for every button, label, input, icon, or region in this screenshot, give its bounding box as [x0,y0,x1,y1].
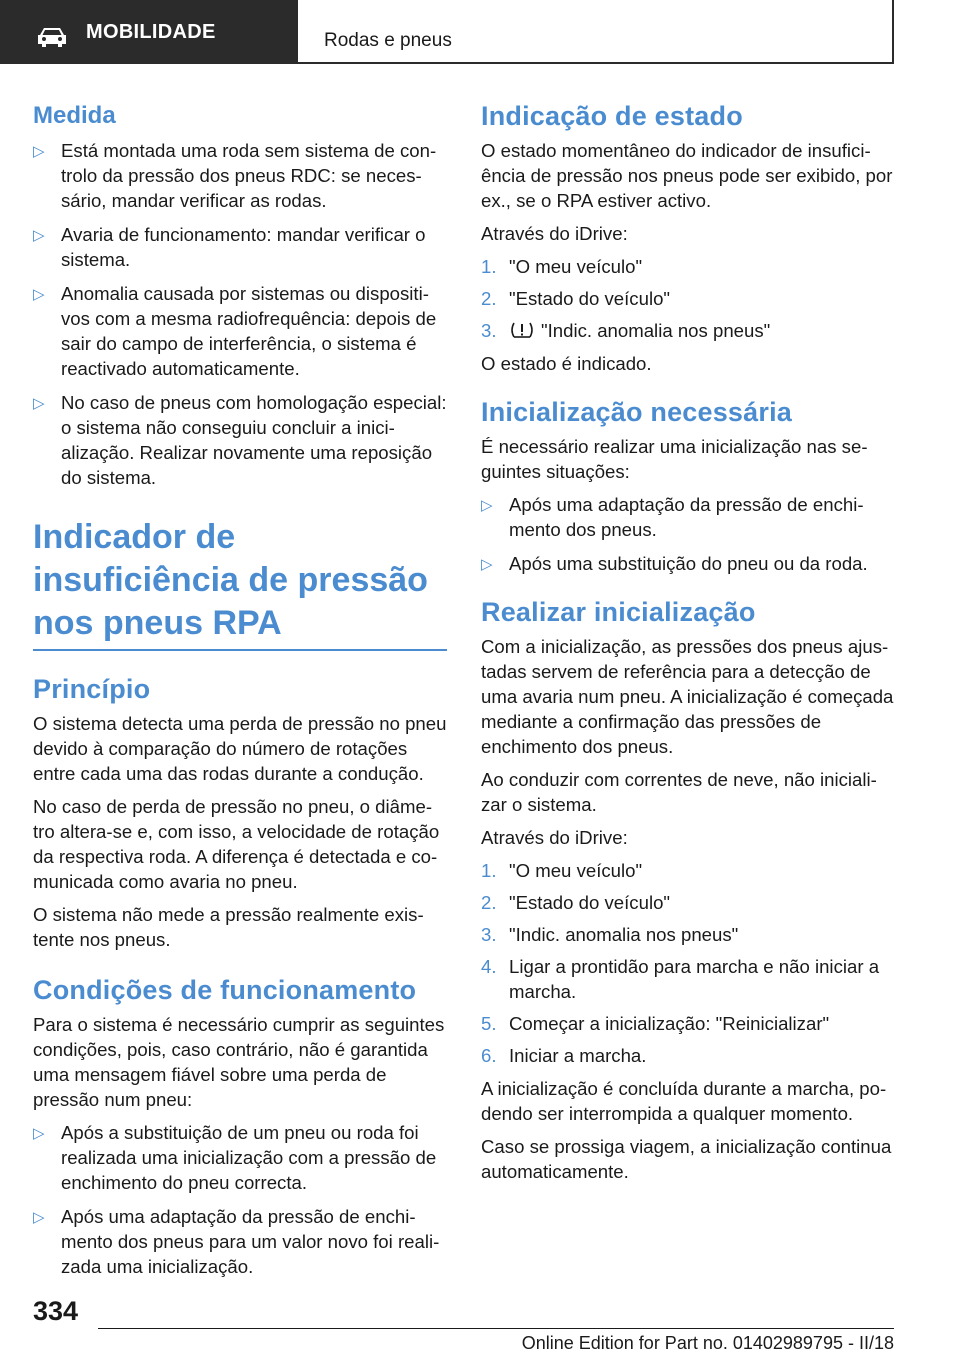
triangle-bullet-icon: ▷ [33,143,45,160]
footer-divider [98,1328,894,1329]
car-icon [36,26,68,48]
paragraph: Através do iDrive: [481,223,628,244]
list-item: ▷ Após uma substituição do pneu ou da roda. [481,551,895,576]
principio-heading: Princípio [33,674,151,704]
list-item: 3. "Indic. anomalia nos pneus" [481,320,771,341]
condicoes-list [33,1120,447,1279]
paragraph: Com a inicialização, as pressões dos pneus ajustadas servem de referência para a detecção de uma avaria num pneu. A inicialização é começada mediante a confirmação das pressões de enchimento dos pneus. [481,636,894,757]
necessaria-heading: Inicialização necessária [481,397,792,427]
list-item: ▷ Após uma adaptação da pressão de enchimento dos pneus para um valor novo foi realizada uma inicialização. [33,1206,440,1277]
list-item: ▷ Após a substituição de um pneu ou roda foi realizada uma inicialização com a pressão de enchimento do pneu correcta. [33,1122,437,1193]
list-item: 5. Começar a inicialização: "Reinicializar" [481,1013,830,1034]
list-item: ▷ Está montada uma roda sem sistema de controlo da pressão dos pneus RDC: se necessário, mandar verificar as rodas. [33,140,437,211]
realizar-steps [481,858,895,1068]
right-column [481,100,895,1192]
main-heading: Indicador de insuficiência de pressão nos pneus RPA [33,516,447,651]
triangle-bullet-icon: ▷ [33,395,45,412]
paragraph: O estado é indicado. [481,353,652,374]
section-title: MOBILIDADE [86,21,216,43]
header-divider [298,62,312,64]
edition-note: Online Edition for Part no. 01402989795 - II/18 [521,1333,894,1353]
list-item: ▷ Após uma adaptação da pressão de enchimento dos pneus. [481,494,864,540]
chapter-title: Rodas e pneus [324,30,452,51]
paragraph: O estado momentâneo do indicador de insuficiência de pressão nos pneus pode ser exibido, por ex., se o RPA estiver activo. [481,140,893,211]
paragraph: É necessário realizar uma inicialização nas seguintes situações: [481,436,868,482]
list-item: 1. "O meu veículo" [481,256,643,277]
triangle-bullet-icon: ▷ [33,286,45,303]
necessaria-list [481,492,895,576]
triangle-bullet-icon: ▷ [33,227,45,244]
paragraph: Para o sistema é necessário cumprir as seguintes condições, pois, caso contrário, não é garantida uma mensagem fiável sobre uma perda de pressão num pneu: [33,1014,445,1110]
list-item: 2. "Estado do veículo" [481,892,671,913]
paragraph: A inicialização é concluída durante a marcha, podendo ser interrompida a qualquer momento. [481,1078,887,1124]
realizar-heading: Realizar inicialização [481,597,756,627]
list-item: 3. "Indic. anomalia nos pneus" [481,924,739,945]
tire-warning-icon [509,321,535,339]
paragraph: Ao conduzir com correntes de neve, não inicializar o sistema. [481,769,877,815]
estado-heading: Indicação de estado [481,101,743,131]
list-item: 2. "Estado do veículo" [481,288,671,309]
list-item: ▷ Anomalia causada por sistemas ou dispositivos com a mesma radiofrequência: depois de sair do campo de interferência, o sistema é reactivado automaticamente. [33,283,437,379]
list-item: 4. Ligar a prontidão para marcha e não iniciar a marcha. [481,956,880,1002]
triangle-bullet-icon: ▷ [33,1209,45,1226]
paragraph: O sistema detecta uma perda de pressão no pneu devido à comparação do número de rotações entre cada uma das rodas durante a condução. [33,713,447,784]
triangle-bullet-icon: ▷ [33,1125,45,1142]
chapter-header [312,0,894,64]
list-item: ▷ No caso de pneus com homologação especial: o sistema não conseguiu concluir a inicialização. Realizar novamente uma reposição do sistema. [33,392,447,488]
paragraph: Caso se prossiga viagem, a inicialização continua automaticamente. [481,1136,892,1182]
section-header [0,0,298,64]
list-item: ▷ Avaria de funcionamento: mandar verificar o sistema. [33,224,426,270]
estado-steps [481,254,895,343]
medida-list [33,138,447,490]
left-column [33,100,447,1288]
medida-heading: Medida [33,102,116,129]
condicoes-heading: Condições de funcionamento [33,975,417,1005]
list-item: 1. "O meu veículo" [481,860,643,881]
triangle-bullet-icon: ▷ [481,556,493,573]
list-item: 6. Iniciar a marcha. [481,1045,647,1066]
paragraph: Através do iDrive: [481,827,628,848]
paragraph: No caso de perda de pressão no pneu, o diâmetro altera-se e, com isso, a velocidade de rotação da respectiva roda. A diferença é detectada e comunicada como avaria no pneu. [33,796,440,892]
paragraph: O sistema não mede a pressão realmente existente nos pneus. [33,904,424,950]
triangle-bullet-icon: ▷ [481,497,493,514]
page-number: 334 [33,1296,79,1326]
